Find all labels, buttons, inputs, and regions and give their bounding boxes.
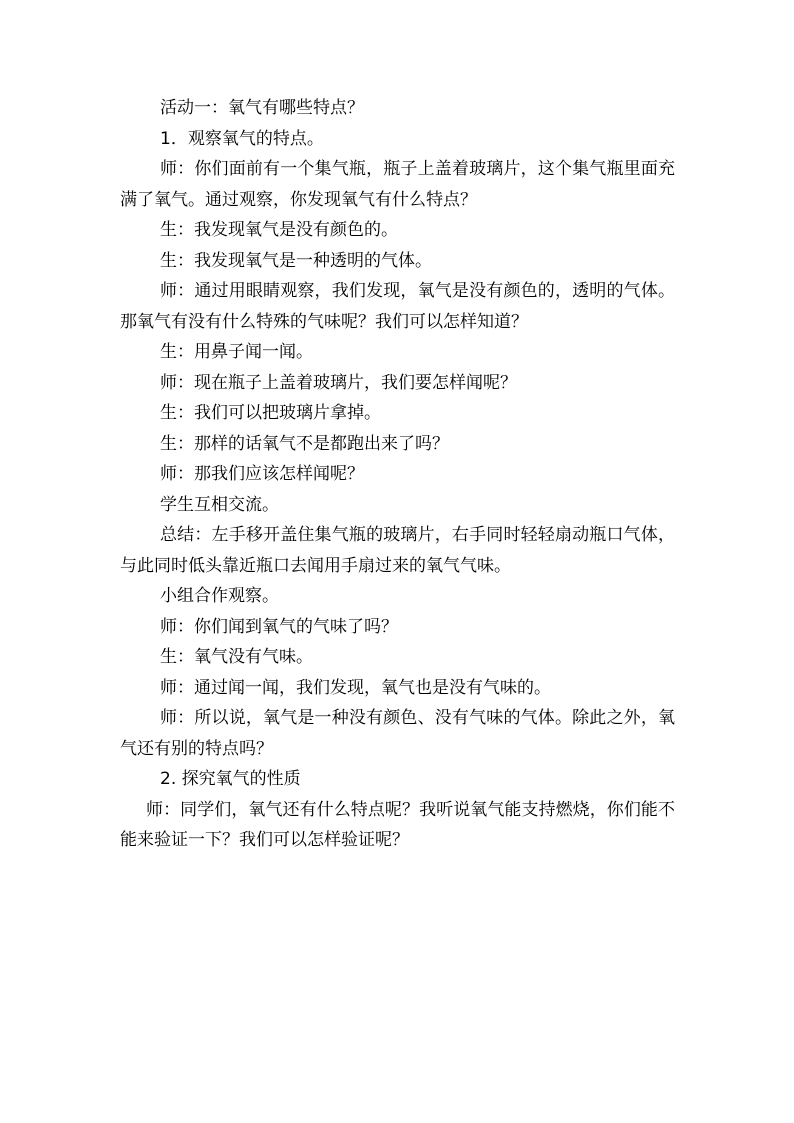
dialogue-paragraph: 师：通过用眼睛观察，我们发现，氧气是没有颜色的，透明的气体。那氧气有没有什么特殊的气味呢？我们可以怎样知道？ — [120, 281, 675, 332]
dialogue-paragraph: 生：我发现氧气是没有颜色的。 — [160, 220, 398, 240]
narration-paragraph: 学生互相交流。 — [160, 494, 279, 515]
section-heading-observe: 1．观察氧气的特点。 — [160, 128, 324, 149]
dialogue-paragraph: 生：我们可以把玻璃片拿掉。 — [160, 403, 381, 423]
dialogue-paragraph: 生：用鼻子闻一闻。 — [160, 342, 313, 362]
dialogue-paragraph: 师：你们面前有一个集气瓶，瓶子上盖着玻璃片，这个集气瓶里面充满了氧气。通过观察，你发现氧气有什么特点？ — [120, 159, 675, 210]
summary-paragraph: 总结：左手移开盖住集气瓶的玻璃片，右手同时轻轻扇动瓶口气体，与此同时低头靠近瓶口去闻用手扇过来的氧气气味。 — [120, 525, 675, 576]
activity-heading: 活动一：氧气有哪些特点？ — [160, 98, 364, 118]
dialogue-paragraph: 生：氧气没有气味。 — [160, 647, 313, 667]
dialogue-paragraph: 师：通过闻一闻，我们发现，氧气也是没有气味的。 — [160, 677, 551, 698]
section-heading-explore: 2. 探究氧气的性质 — [160, 769, 301, 789]
document-body — [120, 93, 675, 856]
dialogue-paragraph: 生：那样的话氧气不是都跑出来了吗？ — [160, 433, 449, 454]
dialogue-paragraph: 师：现在瓶子上盖着玻璃片，我们要怎样闻呢？ — [160, 372, 517, 393]
dialogue-paragraph: 师：所以说，氧气是一种没有颜色、没有气味的气体。除此之外，氧气还有别的特点吗？ — [120, 708, 675, 759]
dialogue-paragraph: 生：我发现氧气是一种透明的气体。 — [160, 250, 432, 271]
dialogue-paragraph: 师：你们闻到氧气的气味了吗？ — [160, 616, 398, 637]
narration-paragraph: 小组合作观察。 — [160, 586, 279, 606]
dialogue-paragraph: 师：那我们应该怎样闻呢？ — [160, 464, 364, 484]
dialogue-paragraph: 师：同学们，氧气还有什么特点呢？我听说氧气能支持燃烧，你们能不能来验证一下？我们可以怎样验证呢？ — [120, 799, 675, 850]
